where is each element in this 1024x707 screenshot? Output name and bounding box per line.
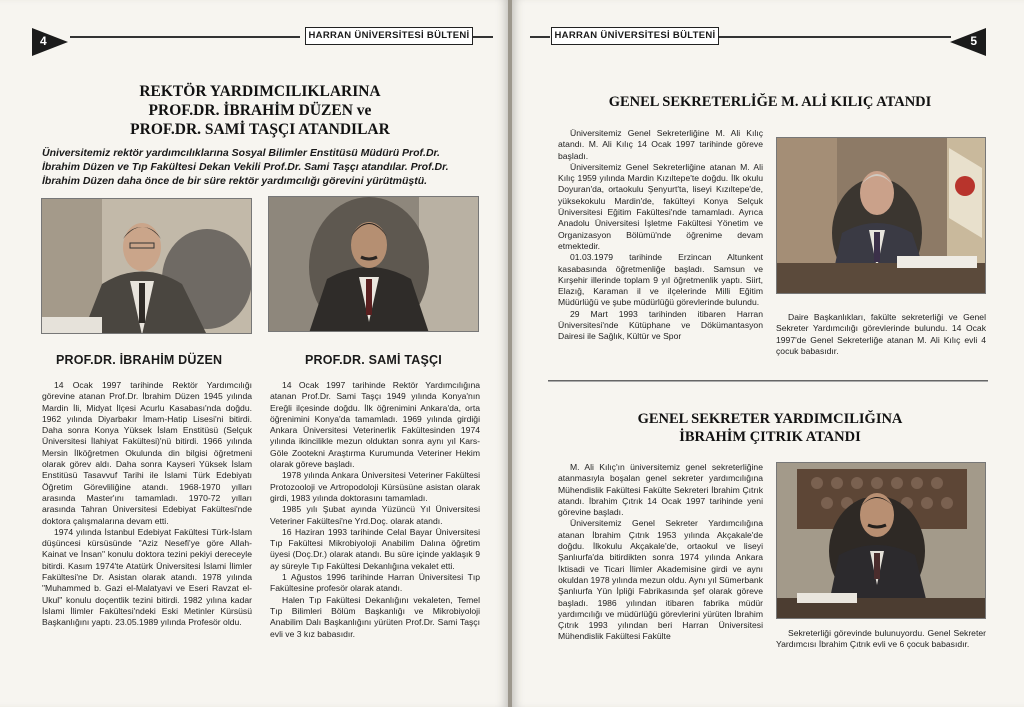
header-rule: [473, 36, 493, 38]
article2-body: M. Ali Kılıç'ın üniversitemiz genel sekreterliğine atanmasıyla boşalan genel sekreter yardımcılığına Mühendislik Fakültesi Fakülte Sekreteri İbrahim Çıtrık atandı. İbrahim Çıtrık 14 Ocak 1997 tarihinde yeni görevine başladı. Üniversitemiz Genel Sekreter Yardımcılığına atanan İbrahim Çıtrık 1953 yılında Akçakale'de doğdu. İlkokulu Akçakale'de, ortaokul ve liseyi Şanlıurfa'da bitirdikten sonra 1974 yılında Ankara İktisadi ve Ticari İlimler Akademisine girdi ve aynı okuldan 1978 yılında mezun oldu. Aynı yıl Sümerbank Şanlıurfa Yün İpliği Fabrikasında şef olarak göreve başladı. 1986 yılından itibaren fabrika müdür yardımcılığı ve müdürlüğü görevlerini yürüten İbrahim Çıtrık 1993 yılından beri Harran Üniversitesi Mühendislik Fakültesi Fakülte: [558, 462, 763, 642]
photo-ibrahim-duzen: [41, 198, 252, 334]
photo-ibrahim-citrik: [776, 462, 986, 619]
column-duzen-bio: 14 Ocak 1997 tarihinde Rektör Yardımcılığı görevine atanan Prof.Dr. İbrahim Düzen 1945 yılında Mardin İli, Midyat İlçesi Acurlu Kasabası'nda doğdu. 1962 yılında Diyarbakır İmam-Hatip Lisesi'ni bitirdi. Daha sonra Konya Yüksek İslam Enstitüsü (Selçuk Üniversitesi İlahiyat Fakültesi)'nü bitirdi. 1966 yılında Mersin İlköğretmen Okulunda din bilgisi öğretmeni olarak görev aldı. Daha sonra Kayseri Yüksek İslam Enstitüsü Tasavvuf Tarihi ile İslami Türk Edebiyatı Öğretim Görevliliğine atandı. 1968-1970 yılları arasında Master'ını tamamladı. 1970-72 yılları arasında Tahran Üniversitesi Edebiyat Fakültesi'nde doktora çalışmalarına devam etti. 1974 yılında İstanbul Edebiyat Fakültesi Türk-İslam düşüncesi kürsüsünde "Aziz Nesefi'ye göre Allah-Kainat ve İnsan" konulu doktora tezini pekiyi dereceyle bitirdi. Kasım 1974'te Atatürk Üniversitesi İslami İlimler Fakültesi'ne Dr. Asistan olarak atandı. 1978 yılında "Muhammed b. Gazi el-Malatyavi ve Eseri Ravzat el-Ukul" konulu doçentlik tezini bitirdi. 1982 yılına kadar İslami İlimler Fakültesi'ndeki Eski Metinler Kürsüsü Başkanlığını yaptı. 23.05.1989 yılında Profesör oldu.: [42, 380, 252, 628]
portrait-photo-icon: [777, 138, 986, 294]
masthead-right: HARRAN ÜNİVERSİTESİ BÜLTENİ: [551, 27, 719, 45]
article2-headline: GENEL SEKRETER YARDIMCILIĞINA İBRAHİM ÇITRIK ATANDI: [637, 411, 903, 445]
left-headline: REKTÖR YARDIMCILIKLARINA PROF.DR. İBRAHİM DÜZEN ve PROF.DR. SAMİ TAŞÇI ATANDILAR: [130, 83, 390, 138]
page-number-left: 4: [32, 28, 68, 56]
page-number-arrow-icon: [950, 28, 986, 56]
photo-ali-kilic: [776, 137, 986, 294]
caption-duzen: PROF.DR. İBRAHİM DÜZEN: [56, 353, 223, 367]
portrait-photo-icon: [777, 463, 986, 619]
header-rule: [719, 36, 951, 38]
article1-headline: GENEL SEKRETERLİĞE M. ALİ KILIÇ ATANDI: [608, 94, 932, 110]
column-tasci-bio: 14 Ocak 1997 tarihinde Rektör Yardımcılığına atanan Prof.Dr. Sami Taşçı 1949 yılında Konya'nın Ereğli ilçesinde doğdu. İlk öğrenimini Ankara'da, orta öğrenimini Konya'da tamamladı. 1969 yılında girdiği Ankara Üniversitesi Veterinerlik Fakültesinden 1974 yılında ikincilikle mezun olduktan sonra aynı yıl Kars-Göle Zootekni Araştırma Kurumunda Veteriner Hekim olarak göreve başladı. 1978 yılında Ankara Üniversitesi Veteriner Fakültesi Protozooloji ve Artropodoloji Kürsüsüne asistan olarak girdi, 1983 yılında doktorasını tamamladı. 1985 yılı Şubat ayında Yüzüncü Yıl Üniversitesi Veteriner Fakültesi'ne Yrd.Doç. olarak atandı. 16 Haziran 1993 tarihinde Celal Bayar Üniversitesi Tıp Fakültesi Mikrobiyoloji Anabilim Dalına öğretim üyesi (Doç.Dr.) olarak atandı. Bu süre içinde yaklaşık 9 ay süreyle Tıp Fakültesi Dekanlığına vekalet etti. 1 Ağustos 1996 tarihinde Harran Üniversitesi Tıp Fakültesine profesör olarak atandı. Halen Tıp Fakültesi Dekanlığını vekaleten, Temel Tıp Bilimleri Bölüm Başkanlığı ve Mikrobiyoloji Anabilim Dalı Başkanlığını yürüten Prof.Dr. Sami Taşçı evli ve 3 kız babasıdır.: [270, 380, 480, 639]
portrait-photo-icon: [269, 197, 479, 332]
header-rule: [70, 36, 300, 38]
section-divider: [548, 380, 988, 382]
article2-body-continued: Sekreterliği görevinde bulunuyordu. Genel Sekreter Yardımcısı İbrahim Çıtrık evli ve 6 çocuk babasıdır.: [776, 628, 986, 650]
portrait-photo-icon: [42, 199, 252, 334]
article1-body: Üniversitemiz Genel Sekreterliğine M. Ali Kılıç atandı. M. Ali Kılıç 14 Ocak 1997 tarihinde göreve başladı. Üniversitemiz Genel Sekreterliğine atanan M. Ali Kılıç 1959 yılında Mardin Kızıltepe'te doğdu. İlk okulu Doyuran'da, ortaokulu Şenyurt'ta, liseyi Kızıltepe'de, yüksekokulu Mardin'de, fakülteyi Konya Selçuk Üniversitesi Eğitim Fakültesi'nde tamamladı. Ayrıca Anadolu Üniversitesi İşletme Fakültesi Yönetim ve Organizasyon Bölümü'nde öğrenime devam etmektedir. 01.03.1979 tarihinde Erzincan Altunkent kasabasında öğretmenliğe başladı. Samsun ve Kırşehir illerinde toplam 9 yıl öğretmenlik yaptı. Siirt, Elazığ, Karaman il ve ilçelerinde Milli Eğitim Müdürlüğü ve şube müdürlüğü görevlerinde bulundu. 29 Mart 1993 tarihinden itibaren Harran Üniversitesi'nde Kütüphane ve Dökümantasyon Dairesi ile Sağlık, Kültür ve Spor: [558, 128, 763, 342]
photo-sami-tasci: [268, 196, 479, 332]
masthead-left: HARRAN ÜNİVERSİTESİ BÜLTENİ: [305, 27, 473, 45]
left-lede: Üniversitemiz rektör yardımcılıklarına Sosyal Bilimler Enstitüsü Müdürü Prof.Dr. İbrahim Düzen ve Tıp Fakültesi Dekan Vekili Prof.Dr. Sami Taşçı atandılar. Prof.Dr. İbrahim Düzen daha önce de bir süre rektör yardımcılığı görevini yürütmüştü.: [42, 147, 449, 187]
page-number-right: 5: [950, 28, 986, 56]
page-number-arrow-icon: [32, 28, 68, 56]
header-rule: [530, 36, 550, 38]
article1-body-continued: Daire Başkanlıkları, fakülte sekreterliği ve Genel Sekreter Yardımcılığı görevlerinde bulundu. 14 Ocak 1997'de Genel Sekreterliğe atanan M. Ali Kılıç evli 4 çocuk babasıdır.: [776, 312, 986, 356]
caption-tasci: PROF.DR. SAMİ TAŞÇI: [305, 353, 442, 367]
